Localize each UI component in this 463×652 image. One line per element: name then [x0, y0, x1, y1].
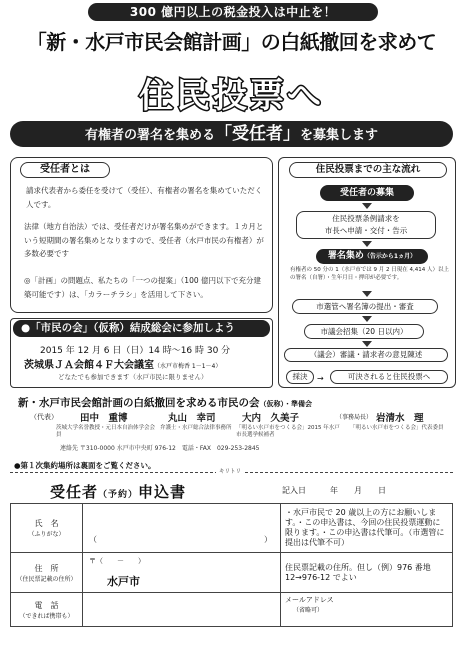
flow-arrow-right-icon: → [317, 374, 324, 383]
address-label-text: 住 所 [34, 563, 59, 573]
flow-step-signatures [316, 249, 428, 264]
flow-arrow-icon [362, 203, 372, 209]
phone-sub-label: （できれば携帯も） [19, 612, 74, 620]
phone-field[interactable] [83, 593, 281, 627]
entry-date[interactable]: 記入日 年 月 日 [282, 486, 386, 495]
recruitment-banner-pre: 有権者の署名を集める [84, 128, 215, 143]
juninsha-paragraph-1: 請求代表者から委任を受けて（受任）、有権者の署名を集めていただく人です。 [26, 186, 263, 209]
meeting-venue-name: 茨城県ＪＡ会館４Ｆ大会議室 [24, 360, 154, 371]
collection-notice: ●第１次集約場所は裏面をご覧ください。 [14, 461, 156, 470]
flow-step-petition-line-2: 市長へ申請・交付・告示 [324, 226, 408, 235]
phone-label [11, 593, 83, 627]
furigana-paren-close: ） [264, 535, 272, 544]
flow-step-deliberation: （議会）審議・請求者の意見陳述 [284, 348, 448, 362]
email-label: メールアドレス [285, 596, 334, 604]
form-title-rest: 申込書 [138, 483, 187, 501]
name-label [11, 504, 83, 553]
rep-name-3: 大内 久美子 [242, 413, 300, 424]
meeting-title: ●「市民の会」（仮称）結成総会に参加しよう [13, 320, 270, 337]
flow-arrow-icon [362, 291, 372, 297]
secretary-affiliation: 「明るい水戸市をつくる会」代表委員 [350, 425, 444, 431]
flow-signatures-detail: 有権者の 50 分の 1（水戸市では 9 月 2 日現在 4,414 人）以上の署名（自署）・生年月日・押印が必要です。 [290, 267, 449, 281]
flow-step-referendum: 可決されると住民投票へ [330, 370, 448, 384]
rep-label: （代表） [30, 413, 58, 421]
application-form [10, 503, 453, 627]
flow-step-deliberation-text: 議会）審議・請求者の意見陳述 [317, 350, 423, 359]
form-title [50, 481, 186, 502]
email-field[interactable] [281, 593, 453, 627]
email-sub-label: （省略可） [293, 607, 324, 614]
flow-step-vote: 採決 [286, 370, 314, 384]
form-title-small: （予約） [98, 490, 139, 500]
secretary-name: 岩清水 理 [376, 413, 424, 424]
main-title: 住民投票へ [139, 76, 324, 116]
organizers-suffix: （仮称）・準備会 [259, 400, 312, 408]
recruitment-banner [10, 121, 453, 147]
flow-step-signatures-note: （告示から1ヵ月） [363, 253, 417, 260]
meeting-datetime: 2015 年 12 月 6 日（日）14 時～16 時 30 分 [40, 346, 231, 356]
flow-step-petition-line-1: 住民投票条例請求を [332, 214, 400, 223]
flow-title: 住民投票までの主な流れ [289, 162, 447, 178]
rep-affiliation-3: 「明るい水戸市をつくる会」2015 年水戸市長選挙候補者 [236, 425, 340, 438]
city-name: 水戸市 [107, 575, 140, 588]
recruitment-banner-post: を募集します [300, 128, 379, 143]
name-label-text: 氏 名 [34, 519, 59, 528]
form-notes: ・水戸市民で 20 歳以上の方にお願いします。・この申込書は、今回の住民投票運動に限ります。・この申込書は代筆可。（市選管に提出は代筆不可） [281, 504, 453, 553]
recruitment-banner-key: 「受任者」 [215, 124, 300, 144]
rep-name-2: 丸山 幸司 [168, 413, 216, 424]
headline: 「新・水戸市民会館計画」の白紙撤回を求めて [26, 30, 437, 54]
rep-name-1: 田中 重博 [80, 413, 128, 424]
address-note: 住民票記載の住所。但し（例）976 番地 12→976-12 でよい [281, 553, 453, 593]
address-sub-label: （住民票記載の住所） [16, 575, 77, 583]
flow-arrow-icon [362, 341, 372, 347]
flow-step-petition [296, 211, 436, 239]
meeting-note: どなたでも参加できます（水戸市民に限りません） [58, 373, 208, 381]
postal-code: 〒（ － ） [89, 557, 145, 565]
flow-step-recruit: 受任者の募集 [320, 185, 414, 201]
furigana-paren-open: （ [89, 535, 97, 544]
kiritori-label: キリトリ [216, 467, 244, 475]
form-title-main: 受任者 [50, 483, 99, 501]
name-furigana-label: （ふりがな） [28, 531, 65, 538]
flow-arrow-icon [362, 241, 372, 247]
address-label [11, 553, 83, 593]
secretary-label: （事務局長） [336, 414, 373, 421]
flow-step-signatures-label: 署名集め [327, 251, 364, 261]
juninsha-title: 受任者とは [20, 162, 110, 178]
juninsha-paragraph-2: 法律（地方自治法）では、受任者だけが署名集めができます。１カ月という短期間の署名集めとなりますので、受任者（水戸市民の有権者）が多数必要です [24, 222, 264, 258]
flow-step-submit: 市選管へ署名簿の提出・審査 [292, 299, 438, 314]
meeting-address: （水戸市梅香 1－1－4） [154, 363, 222, 370]
rep-affiliation-1: 茨城大学名誉教授・元日本自治体学会会員 [56, 425, 156, 438]
top-banner: 300 億円以上の税金投入は中止を！ [88, 3, 378, 21]
rep-affiliation-2: 弁護士・水戸総合法律事務所 [160, 425, 232, 431]
flow-arrow-icon [362, 316, 372, 322]
contact-info: 連絡先 〒310-0000 水戸市中央町 976-12 電話・FAX 029-253-2845 [60, 445, 260, 452]
address-field[interactable] [83, 553, 281, 593]
meeting-venue [24, 356, 221, 371]
flow-step-council: 市議会招集（20 日以内） [304, 324, 424, 339]
juninsha-paragraph-3: ◎「計画」の問題点、私たちの「一つの提案」（100 億円以下で充分建築可能です）は、「カラーチラシ」を活用して下さい。 [24, 276, 261, 299]
organizers-title [18, 395, 312, 410]
name-field[interactable] [83, 504, 281, 553]
phone-label-text: 電 話 [34, 600, 59, 610]
organizers-name: 新・水戸市民会館計画の白紙撤回を求める市民の会 [18, 397, 260, 409]
